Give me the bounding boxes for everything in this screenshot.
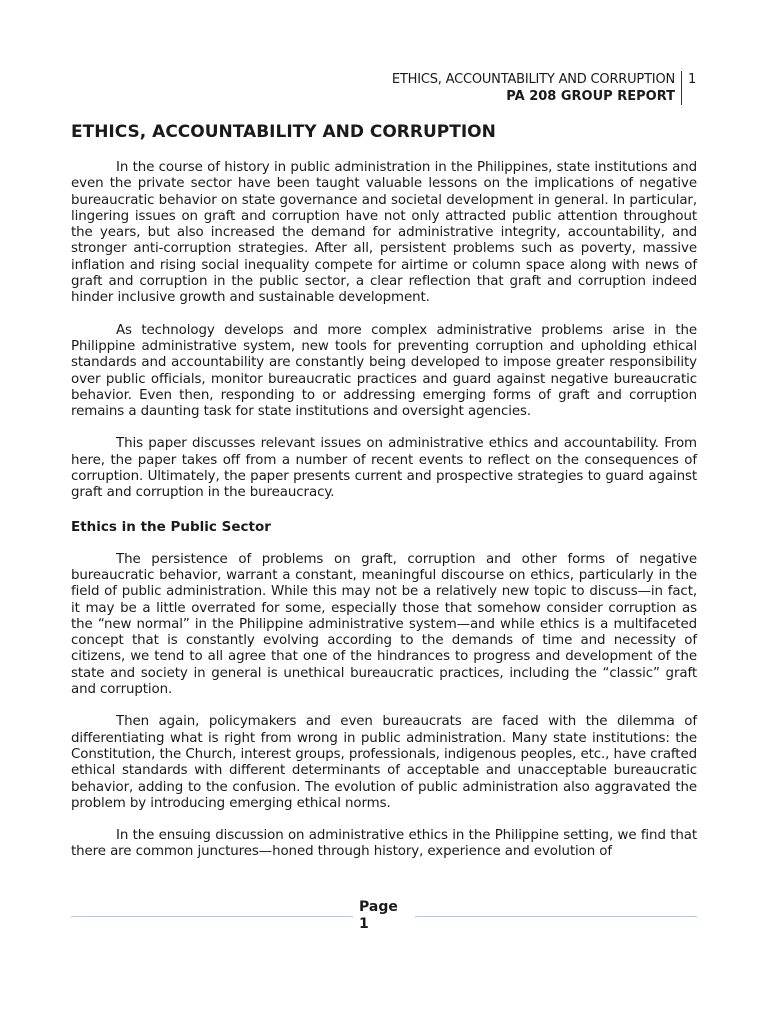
footer-page-label: Page — [359, 899, 398, 915]
body-paragraph: Then again, policymakers and even bureaucrats are faced with the dilemma of differentiating what is right from wrong in public administration. Many state institutions: the Constitution, the Church, interest groups, professionals, indigenous peoples, etc., have crafted ethical standards with different determinants of acceptable and unacceptable bureaucratic behavior, adding to the confusion. The evolution of public administration also aggravated the problem by introducing emerging ethical norms. — [71, 714, 697, 811]
body-paragraph: This paper discusses relevant issues on administrative ethics and accountability. From here, the paper takes off from a number of recent events to reflect on the consequences of corruption. Ultimately, the paper presents current and prospective strategies to guard against graft and corruption in the bureaucracy. — [71, 436, 697, 501]
footer-page-indicator — [359, 899, 409, 933]
footer-rule-left — [71, 916, 353, 917]
body-paragraph: In the course of history in public administration in the Philippines, state institutions and even the private sector have been taught valuable lessons on the implications of negative bureaucratic behavior on state governance and societal development in general. In particular, lingering issues on graft and corruption have not only attracted public attention throughout the years, but also increased the demand for administrative integrity, accountability, and stronger anti-corruption strategies. After all, persistent problems such as poverty, massive inflation and rising social inequality compete for airtime or column space along with news of graft and corruption in the public sector, a clear reflection that graft and corruption indeed hinder inclusive growth and sustainable development. — [71, 160, 697, 306]
header-report-label: PA 208 GROUP REPORT — [506, 89, 675, 104]
section-heading: Ethics in the Public Sector — [71, 518, 271, 535]
header-document-title: ETHICS, ACCOUNTABILITY AND CORRUPTION — [391, 72, 675, 87]
header-text-block — [392, 71, 681, 105]
header-page-number: 1 — [681, 71, 698, 105]
document-title: ETHICS, ACCOUNTABILITY AND CORRUPTION — [71, 122, 496, 142]
page-footer — [71, 899, 697, 939]
header-row — [392, 71, 698, 105]
footer-rule-right — [415, 916, 697, 917]
page-header — [392, 71, 698, 105]
body-paragraph: As technology develops and more complex administrative problems arise in the Philippine administrative system, new tools for preventing corruption and upholding ethical standards and accountability are constantly being developed to impose greater responsibility over public officials, monitor bureaucratic practices and guard against negative bureaucratic behavior. Even then, responding to or addressing emerging forms of graft and corruption remains a daunting task for state institutions and oversight agencies. — [71, 322, 697, 420]
body-paragraph: In the ensuing discussion on administrative ethics in the Philippine setting, we find that there are common junctures—honed through history, experience and evolution of — [71, 828, 697, 860]
document-body — [71, 121, 697, 877]
body-paragraph: The persistence of problems on graft, corruption and other forms of negative bureaucratic behavior, warrant a constant, meaningful discourse on ethics, particularly in the field of public administration. While this may not be a relatively new topic to discuss—in fact, it may be a little overrated for some, especially those that somehow consider corruption as the “new normal” in the Philippine administrative system—and while ethics is a multifaceted concept that is constantly evolving according to the demands of time and necessity of citizens, we tend to all agree that one of the hindrances to progress and development of the state and society in general is unethical bureaucratic practices, including the “classic” graft and corruption. — [71, 551, 697, 698]
footer-page-number: 1 — [359, 916, 369, 932]
